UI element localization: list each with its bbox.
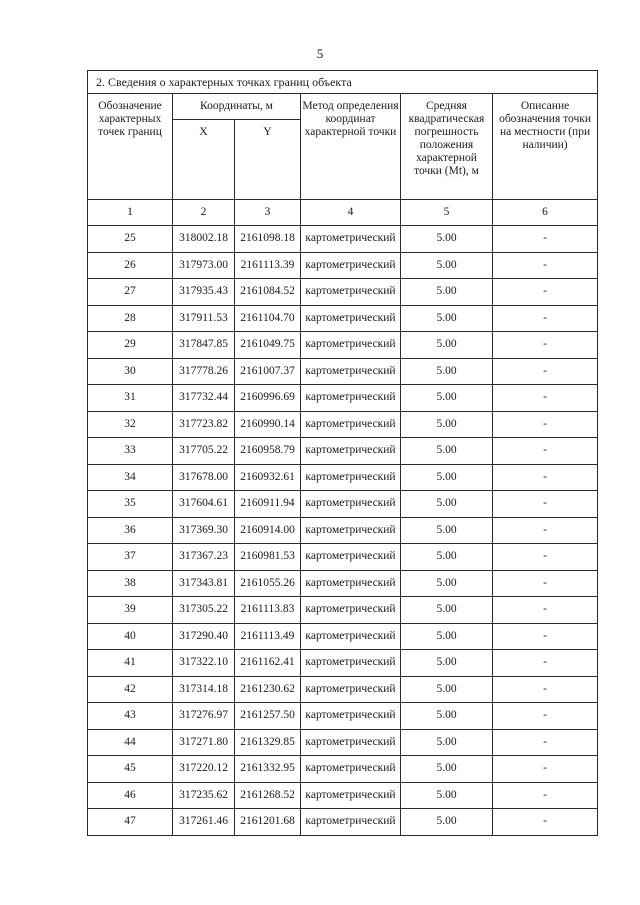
error-cell: 5.00 bbox=[401, 650, 493, 677]
column-number: 5 bbox=[401, 200, 493, 226]
point-number-cell: 32 bbox=[88, 411, 173, 438]
table-row bbox=[88, 597, 598, 624]
description-cell: - bbox=[493, 279, 598, 306]
error-cell: 5.00 bbox=[401, 464, 493, 491]
method-cell: картометрический bbox=[301, 226, 401, 253]
column-number: 1 bbox=[88, 200, 173, 226]
coord-x-cell: 317305.22 bbox=[173, 597, 235, 624]
coord-y-cell: 2161104.70 bbox=[235, 305, 301, 332]
coord-y-cell: 2161113.49 bbox=[235, 623, 301, 650]
method-cell: картометрический bbox=[301, 279, 401, 306]
error-cell: 5.00 bbox=[401, 491, 493, 518]
description-cell: - bbox=[493, 385, 598, 412]
coord-y-cell: 2161007.37 bbox=[235, 358, 301, 385]
error-cell: 5.00 bbox=[401, 782, 493, 809]
table-row bbox=[88, 305, 598, 332]
point-number-cell: 35 bbox=[88, 491, 173, 518]
coord-x-cell: 317271.80 bbox=[173, 729, 235, 756]
header-coordinates: Координаты, м bbox=[173, 94, 301, 120]
coord-y-cell: 2161055.26 bbox=[235, 570, 301, 597]
coord-x-cell: 317367.23 bbox=[173, 544, 235, 571]
description-cell: - bbox=[493, 517, 598, 544]
table-row bbox=[88, 226, 598, 253]
error-cell: 5.00 bbox=[401, 332, 493, 359]
point-number-cell: 26 bbox=[88, 252, 173, 279]
coord-y-cell: 2160996.69 bbox=[235, 385, 301, 412]
description-cell: - bbox=[493, 809, 598, 836]
description-cell: - bbox=[493, 597, 598, 624]
coord-y-cell: 2161049.75 bbox=[235, 332, 301, 359]
description-cell: - bbox=[493, 252, 598, 279]
coord-y-cell: 2160981.53 bbox=[235, 544, 301, 571]
error-cell: 5.00 bbox=[401, 623, 493, 650]
method-cell: картометрический bbox=[301, 623, 401, 650]
coord-x-cell: 317911.53 bbox=[173, 305, 235, 332]
method-cell: картометрический bbox=[301, 544, 401, 571]
method-cell: картометрический bbox=[301, 332, 401, 359]
coord-y-cell: 2161162.41 bbox=[235, 650, 301, 677]
description-cell: - bbox=[493, 623, 598, 650]
coord-y-cell: 2161268.52 bbox=[235, 782, 301, 809]
error-cell: 5.00 bbox=[401, 226, 493, 253]
description-cell: - bbox=[493, 703, 598, 730]
point-number-cell: 44 bbox=[88, 729, 173, 756]
error-cell: 5.00 bbox=[401, 809, 493, 836]
coord-x-cell: 317235.62 bbox=[173, 782, 235, 809]
header-x: X bbox=[173, 120, 235, 200]
error-cell: 5.00 bbox=[401, 385, 493, 412]
method-cell: картометрический bbox=[301, 809, 401, 836]
coord-y-cell: 2160932.61 bbox=[235, 464, 301, 491]
point-number-cell: 31 bbox=[88, 385, 173, 412]
point-number-cell: 33 bbox=[88, 438, 173, 465]
section-title: 2. Сведения о характерных точках границ объекта bbox=[88, 71, 598, 94]
coord-y-cell: 2160990.14 bbox=[235, 411, 301, 438]
column-number: 6 bbox=[493, 200, 598, 226]
description-cell: - bbox=[493, 332, 598, 359]
description-cell: - bbox=[493, 491, 598, 518]
coord-x-cell: 317343.81 bbox=[173, 570, 235, 597]
table-row bbox=[88, 544, 598, 571]
coord-x-cell: 317276.97 bbox=[173, 703, 235, 730]
error-cell: 5.00 bbox=[401, 279, 493, 306]
point-number-cell: 37 bbox=[88, 544, 173, 571]
coord-x-cell: 317322.10 bbox=[173, 650, 235, 677]
point-number-cell: 25 bbox=[88, 226, 173, 253]
header-y: Y bbox=[235, 120, 301, 200]
point-number-cell: 47 bbox=[88, 809, 173, 836]
method-cell: картометрический bbox=[301, 597, 401, 624]
error-cell: 5.00 bbox=[401, 570, 493, 597]
point-number-cell: 45 bbox=[88, 756, 173, 783]
method-cell: картометрический bbox=[301, 756, 401, 783]
coord-y-cell: 2161332.95 bbox=[235, 756, 301, 783]
table-row bbox=[88, 252, 598, 279]
error-cell: 5.00 bbox=[401, 544, 493, 571]
method-cell: картометрический bbox=[301, 358, 401, 385]
description-cell: - bbox=[493, 438, 598, 465]
description-cell: - bbox=[493, 358, 598, 385]
description-cell: - bbox=[493, 411, 598, 438]
error-cell: 5.00 bbox=[401, 597, 493, 624]
point-number-cell: 29 bbox=[88, 332, 173, 359]
description-cell: - bbox=[493, 570, 598, 597]
error-cell: 5.00 bbox=[401, 411, 493, 438]
method-cell: картометрический bbox=[301, 491, 401, 518]
point-number-cell: 36 bbox=[88, 517, 173, 544]
method-cell: картометрический bbox=[301, 676, 401, 703]
coord-x-cell: 318002.18 bbox=[173, 226, 235, 253]
description-cell: - bbox=[493, 226, 598, 253]
method-cell: картометрический bbox=[301, 252, 401, 279]
coord-y-cell: 2161113.39 bbox=[235, 252, 301, 279]
coord-x-cell: 317261.46 bbox=[173, 809, 235, 836]
error-cell: 5.00 bbox=[401, 676, 493, 703]
error-cell: 5.00 bbox=[401, 358, 493, 385]
error-cell: 5.00 bbox=[401, 252, 493, 279]
description-cell: - bbox=[493, 305, 598, 332]
table-row bbox=[88, 623, 598, 650]
table-row bbox=[88, 729, 598, 756]
coord-x-cell: 317935.43 bbox=[173, 279, 235, 306]
header-method: Метод определения координат характерной точки bbox=[301, 94, 401, 200]
method-cell: картометрический bbox=[301, 385, 401, 412]
coord-x-cell: 317723.82 bbox=[173, 411, 235, 438]
coord-y-cell: 2161230.62 bbox=[235, 676, 301, 703]
table-row bbox=[88, 358, 598, 385]
boundary-points-table bbox=[87, 70, 598, 836]
method-cell: картометрический bbox=[301, 411, 401, 438]
coord-y-cell: 2161098.18 bbox=[235, 226, 301, 253]
header-description: Описание обозначения точки на местности (при наличии) bbox=[493, 94, 598, 200]
error-cell: 5.00 bbox=[401, 517, 493, 544]
description-cell: - bbox=[493, 782, 598, 809]
error-cell: 5.00 bbox=[401, 438, 493, 465]
coord-x-cell: 317220.12 bbox=[173, 756, 235, 783]
table-row bbox=[88, 438, 598, 465]
coord-y-cell: 2161084.52 bbox=[235, 279, 301, 306]
point-number-cell: 39 bbox=[88, 597, 173, 624]
coord-y-cell: 2160958.79 bbox=[235, 438, 301, 465]
coord-y-cell: 2161329.85 bbox=[235, 729, 301, 756]
description-cell: - bbox=[493, 756, 598, 783]
point-number-cell: 43 bbox=[88, 703, 173, 730]
table-body bbox=[88, 226, 598, 836]
description-cell: - bbox=[493, 544, 598, 571]
point-number-cell: 38 bbox=[88, 570, 173, 597]
method-cell: картометрический bbox=[301, 438, 401, 465]
error-cell: 5.00 bbox=[401, 756, 493, 783]
coord-x-cell: 317705.22 bbox=[173, 438, 235, 465]
point-number-cell: 34 bbox=[88, 464, 173, 491]
column-number: 4 bbox=[301, 200, 401, 226]
header-error: Средняя квадратическая погрешность положения характерной точки (Mt), м bbox=[401, 94, 493, 200]
column-numbers-row bbox=[88, 200, 598, 226]
description-cell: - bbox=[493, 650, 598, 677]
point-number-cell: 40 bbox=[88, 623, 173, 650]
table-row bbox=[88, 517, 598, 544]
table-row bbox=[88, 385, 598, 412]
coord-x-cell: 317973.00 bbox=[173, 252, 235, 279]
coord-y-cell: 2161113.83 bbox=[235, 597, 301, 624]
table-row bbox=[88, 809, 598, 836]
table-row bbox=[88, 279, 598, 306]
header-point-designation: Обозначение характерных точек границ bbox=[88, 94, 173, 200]
table-row bbox=[88, 411, 598, 438]
table-row bbox=[88, 756, 598, 783]
coord-x-cell: 317847.85 bbox=[173, 332, 235, 359]
point-number-cell: 42 bbox=[88, 676, 173, 703]
method-cell: картометрический bbox=[301, 570, 401, 597]
coord-x-cell: 317778.26 bbox=[173, 358, 235, 385]
table-row bbox=[88, 332, 598, 359]
method-cell: картометрический bbox=[301, 703, 401, 730]
table-row bbox=[88, 491, 598, 518]
method-cell: картометрический bbox=[301, 305, 401, 332]
coord-x-cell: 317290.40 bbox=[173, 623, 235, 650]
method-cell: картометрический bbox=[301, 464, 401, 491]
error-cell: 5.00 bbox=[401, 703, 493, 730]
table-row bbox=[88, 676, 598, 703]
table-row bbox=[88, 570, 598, 597]
table-row bbox=[88, 650, 598, 677]
method-cell: картометрический bbox=[301, 729, 401, 756]
point-number-cell: 46 bbox=[88, 782, 173, 809]
coord-x-cell: 317314.18 bbox=[173, 676, 235, 703]
coord-x-cell: 317604.61 bbox=[173, 491, 235, 518]
method-cell: картометрический bbox=[301, 782, 401, 809]
table-row bbox=[88, 782, 598, 809]
method-cell: картометрический bbox=[301, 650, 401, 677]
coord-y-cell: 2160911.94 bbox=[235, 491, 301, 518]
point-number-cell: 41 bbox=[88, 650, 173, 677]
description-cell: - bbox=[493, 676, 598, 703]
column-number: 2 bbox=[173, 200, 235, 226]
column-number: 3 bbox=[235, 200, 301, 226]
description-cell: - bbox=[493, 729, 598, 756]
error-cell: 5.00 bbox=[401, 305, 493, 332]
description-cell: - bbox=[493, 464, 598, 491]
point-number-cell: 27 bbox=[88, 279, 173, 306]
coord-y-cell: 2160914.00 bbox=[235, 517, 301, 544]
point-number-cell: 28 bbox=[88, 305, 173, 332]
coord-y-cell: 2161201.68 bbox=[235, 809, 301, 836]
point-number-cell: 30 bbox=[88, 358, 173, 385]
table-row bbox=[88, 703, 598, 730]
coord-y-cell: 2161257.50 bbox=[235, 703, 301, 730]
method-cell: картометрический bbox=[301, 517, 401, 544]
coord-x-cell: 317369.30 bbox=[173, 517, 235, 544]
coord-x-cell: 317678.00 bbox=[173, 464, 235, 491]
page-number: 5 bbox=[316, 46, 324, 61]
table-row bbox=[88, 464, 598, 491]
error-cell: 5.00 bbox=[401, 729, 493, 756]
coord-x-cell: 317732.44 bbox=[173, 385, 235, 412]
